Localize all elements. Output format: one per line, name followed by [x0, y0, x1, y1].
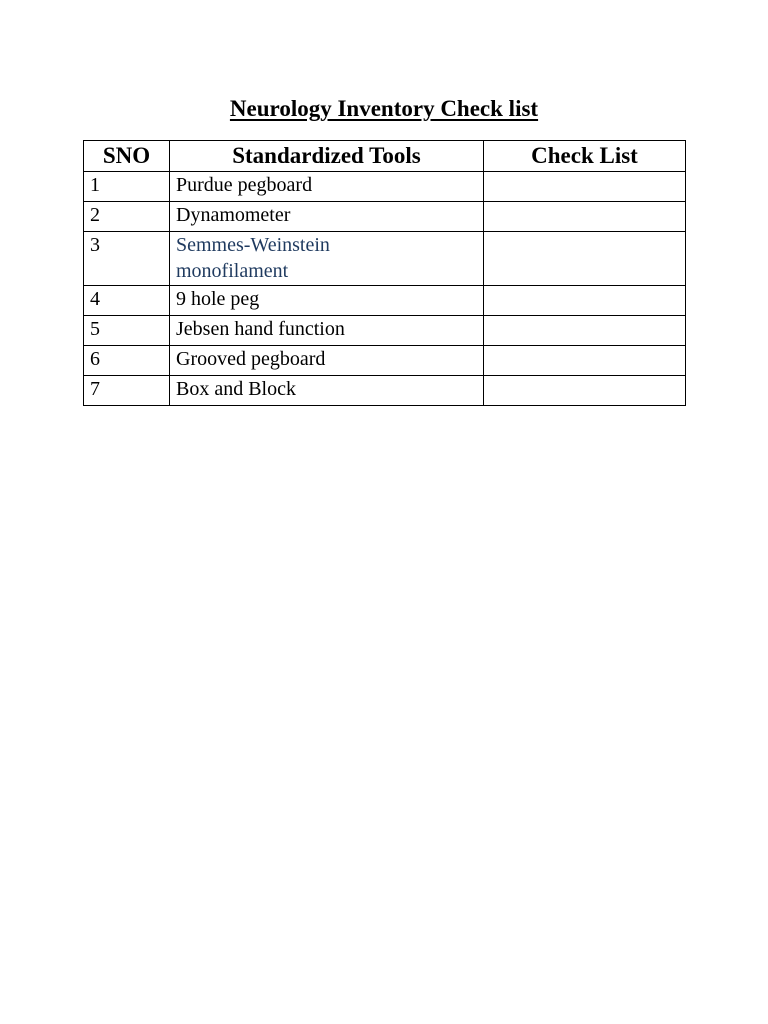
tool-label: 9 hole peg	[176, 288, 260, 310]
tool-label: Grooved pegboard	[176, 348, 326, 370]
row-sno: 3	[84, 232, 170, 286]
row-sno: 2	[84, 202, 170, 232]
row-check-cell	[484, 346, 686, 376]
table-row	[84, 202, 686, 232]
tool-label: Purdue pegboard	[176, 174, 313, 196]
row-tool	[170, 316, 484, 346]
row-tool	[170, 202, 484, 232]
header-check-list: Check List	[484, 141, 686, 172]
table-header-row	[84, 141, 686, 172]
row-tool	[170, 232, 484, 286]
row-check-cell	[484, 202, 686, 232]
table-row	[84, 286, 686, 316]
header-standardized-tools: Standardized Tools	[170, 141, 484, 172]
row-sno: 4	[84, 286, 170, 316]
row-check-cell	[484, 232, 686, 286]
tool-label: Dynamometer	[176, 204, 291, 226]
row-tool	[170, 346, 484, 376]
table-row	[84, 172, 686, 202]
row-check-cell	[484, 172, 686, 202]
row-tool	[170, 286, 484, 316]
row-check-cell	[484, 286, 686, 316]
row-tool	[170, 376, 484, 406]
tool-label: Jebsen hand function	[176, 318, 345, 340]
table-row	[84, 232, 686, 286]
row-sno: 7	[84, 376, 170, 406]
inventory-table	[83, 140, 686, 406]
tool-label: Box and Block	[176, 378, 296, 400]
row-check-cell	[484, 376, 686, 406]
row-sno: 6	[84, 346, 170, 376]
row-tool	[170, 172, 484, 202]
table-row	[84, 346, 686, 376]
row-check-cell	[484, 316, 686, 346]
row-sno: 5	[84, 316, 170, 346]
row-sno: 1	[84, 172, 170, 202]
tool-label: Semmes-Weinstein monofilament	[176, 232, 361, 284]
table-row	[84, 376, 686, 406]
table-row	[84, 316, 686, 346]
page-title: Neurology Inventory Check list	[229, 96, 539, 121]
header-sno: SNO	[84, 141, 170, 172]
